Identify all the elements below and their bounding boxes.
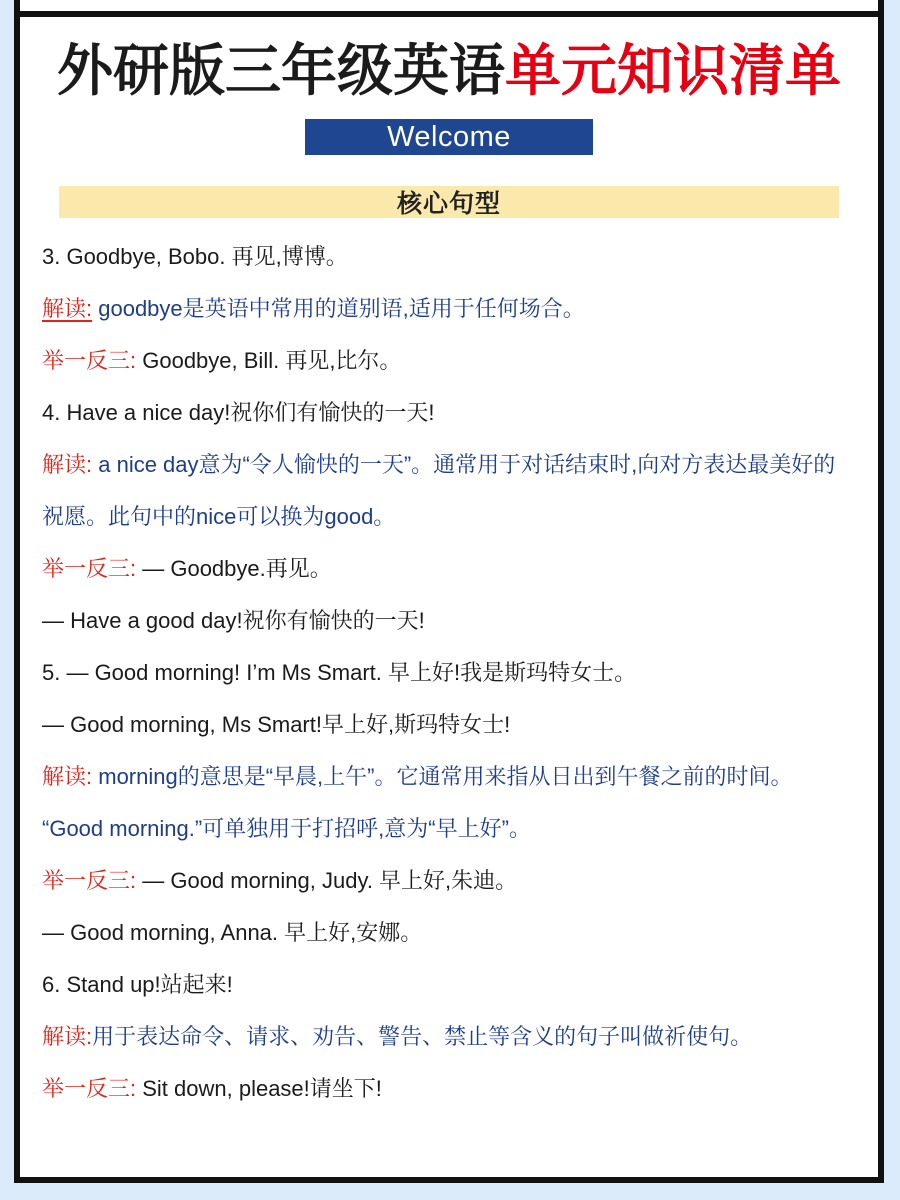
text-segment: “Good morning.”可单独用于打招呼,意为“早上好”。 [42,816,531,842]
knowledge-card [14,11,884,1183]
text-segment: Sit down, please!请坐下! [136,1076,382,1102]
text-segment: — Good morning, Judy. 早上好,朱迪。 [136,868,518,894]
text-segment: morning的意思是“早晨,上午”。它通常用来指从日出到午餐之前的时间。 [92,764,793,790]
page-title-red-part: 单元知识清单 [505,39,841,102]
inline-label: 举一反三: [42,556,137,582]
text-line [42,439,870,491]
text-segment: 祝愿。此句中的nice可以换为good。 [42,504,396,530]
text-line [42,543,870,595]
text-segment: 5. — Good morning! I’m Ms Smart. 早上好!我是斯玛特女士。 [42,660,637,686]
content-lines [20,231,878,1115]
text-line [42,855,870,907]
text-line [42,335,870,387]
inline-label: 举一反三: [42,868,137,894]
section-banner-label: 核心句型 [396,190,501,219]
text-line [42,231,870,283]
unit-banner-label: Welcome [387,120,511,153]
inline-label: 解读: [42,296,93,322]
text-segment: a nice day意为“令人愉快的一天”。通常用于对话结束时,向对方表达最美好的 [92,452,836,478]
inline-label: 举一反三: [42,1076,137,1102]
text-segment: — Good morning, Anna. 早上好,安娜。 [42,920,423,946]
text-segment: goodbye是英语中常用的道别语,适用于任何场合。 [92,296,585,322]
text-segment: 6. Stand up!站起来! [42,972,233,998]
page-title-black-part: 外研版三年级英语 [57,39,505,102]
inline-label: 解读: [42,764,93,790]
text-line [42,751,870,803]
text-line [42,1011,870,1063]
inline-label: 解读: [42,452,93,478]
text-line [42,959,870,1011]
text-line [42,699,870,751]
text-segment: 3. Goodbye, Bobo. 再见,博博。 [42,244,348,270]
text-segment: 用于表达命令、请求、劝告、警告、禁止等含义的句子叫做祈使句。 [92,1024,753,1050]
text-line [42,283,870,335]
text-line [42,803,870,855]
unit-banner [305,119,593,155]
text-segment: Goodbye, Bill. 再见,比尔。 [136,348,402,374]
text-line [42,647,870,699]
section-banner [59,186,839,218]
text-line [42,1063,870,1115]
page-title [20,39,878,103]
text-line [42,595,870,647]
text-segment: — Good morning, Ms Smart!早上好,斯玛特女士! [42,712,511,738]
previous-card-remnant [14,0,884,11]
text-segment: — Goodbye.再见。 [136,556,332,582]
inline-label: 解读: [42,1024,93,1050]
text-line [42,491,870,543]
text-segment: 4. Have a nice day!祝你们有愉快的一天! [42,400,435,426]
inline-label: 举一反三: [42,348,137,374]
text-line [42,387,870,439]
text-line [42,907,870,959]
text-segment: — Have a good day!祝你有愉快的一天! [42,608,425,634]
